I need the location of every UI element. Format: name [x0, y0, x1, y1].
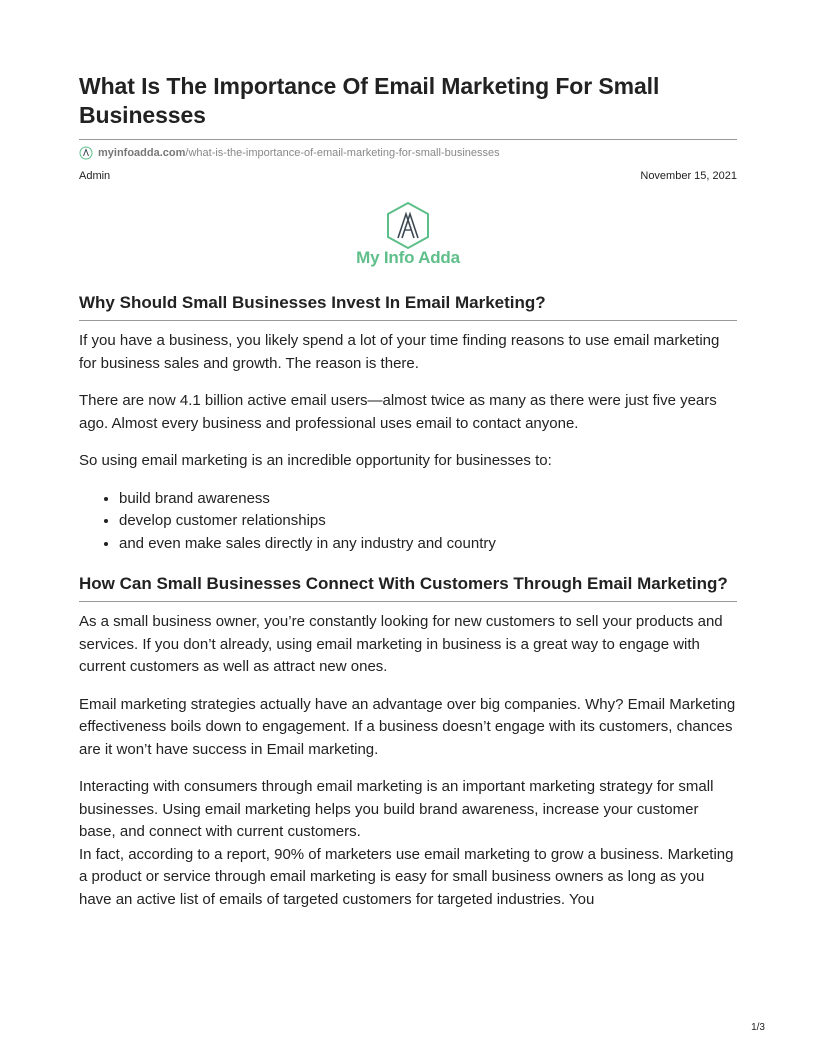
title-divider: [79, 139, 737, 140]
author: Admin: [79, 170, 111, 182]
site-logo: [338, 200, 478, 274]
paragraph: In fact, according to a report, 90% of marketers use email marketing to grow a business. Marketing a product or service through email marketing is easy for small business owners as long as you have an active list of emails of targeted customers for targeted industries. You: [79, 845, 734, 908]
logo-text: My Info Adda: [356, 248, 460, 267]
list-item: • develop customer relationships: [119, 510, 737, 533]
list-item: • and even make sales directly in any industry and country: [119, 533, 737, 556]
benefits-list: [79, 488, 737, 556]
source-url[interactable]: [79, 145, 737, 161]
section-heading-why: Why Should Small Businesses Invest In Email Marketing?: [79, 293, 546, 312]
paragraph: There are now 4.1 billion active email users—almost twice as many as there were just five years ago. Almost every business and professional uses email to contact anyone.: [79, 392, 717, 432]
section-heading-how: How Can Small Businesses Connect With Customers Through Email Marketing?: [79, 574, 728, 593]
list-item: • build brand awareness: [119, 488, 737, 511]
source-path: /what-is-the-importance-of-email-marketing-for-small-businesses: [185, 147, 500, 159]
logo-container: [79, 200, 737, 274]
source-domain: myinfoadda.com: [98, 147, 186, 159]
article-title: What Is The Importance Of Email Marketing For Small Businesses: [79, 73, 660, 128]
article: [79, 72, 737, 911]
paragraph: Email marketing strategies actually have an advantage over big companies. Why? Email Marketing effectiveness boils down to engagement. If a business doesn’t engage with its customers, chances are it won’t have success in Email marketing.: [79, 695, 736, 758]
article-meta: [79, 170, 737, 184]
publish-date: November 15, 2021: [640, 170, 737, 182]
paragraph: Interacting with consumers through email marketing is an important marketing strategy for small businesses. Using email marketing helps you build brand awareness, increase your customer base, and connect with current customers.: [79, 778, 714, 840]
page-number: 1/3: [751, 1022, 765, 1033]
paragraph: If you have a business, you likely spend a lot of your time finding reasons to use email marketing for business sales and growth. The reason is there.: [79, 332, 720, 372]
paragraph: So using email marketing is an incredible opportunity for businesses to:: [79, 452, 552, 469]
paragraph: As a small business owner, you’re constantly looking for new customers to sell your products and services. If you don’t already, using email marketing in business is a great way to engage with current customers as well as attract new ones.: [79, 613, 723, 675]
site-favicon-icon: [79, 146, 93, 160]
